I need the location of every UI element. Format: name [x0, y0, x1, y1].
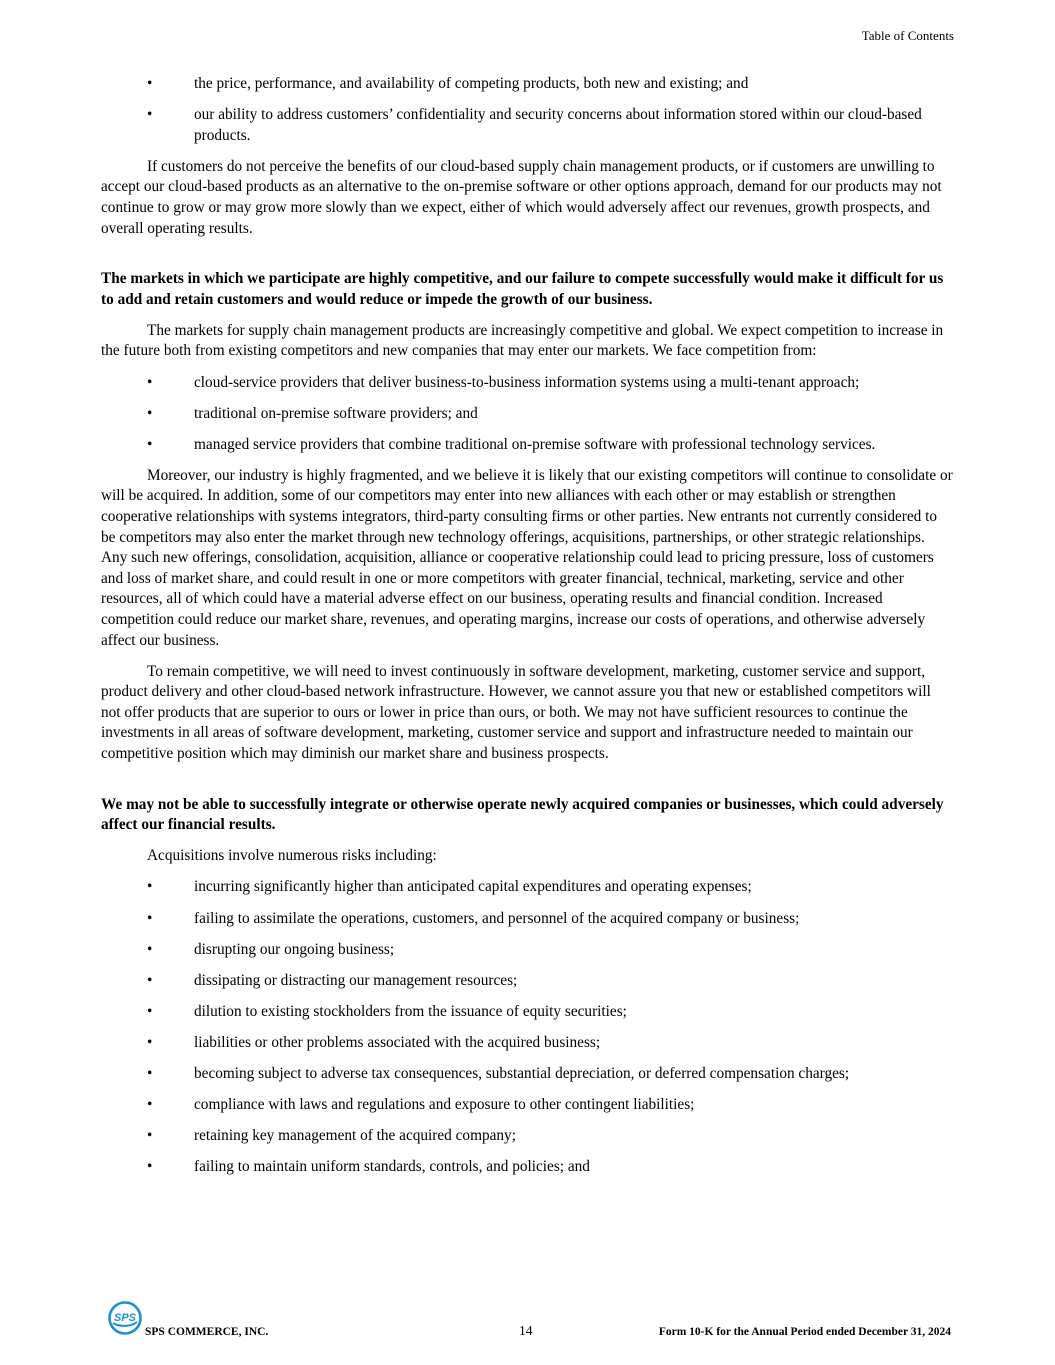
list-item-text: retaining key management of the acquired company; — [194, 1127, 516, 1145]
list-item-text: disrupting our ongoing business; — [194, 940, 395, 958]
list-item-text: the price, performance, and availability of competing products, both new and existing; and — [194, 75, 749, 92]
company-name: SPS COMMERCE, INC. — [145, 1326, 269, 1338]
section-heading: The markets in which we participate are highly competitive, and our failure to compete successfully would make it difficult for us to add and retain customers and would reduce or impede the growth of our business. — [101, 270, 944, 308]
bullet-glyph: • — [147, 1158, 153, 1176]
list-item — [101, 74, 954, 95]
list-item — [101, 105, 954, 146]
bullet-glyph: • — [147, 373, 153, 391]
list-item — [101, 435, 954, 456]
section3-bullet-list — [101, 877, 954, 1177]
logo-text: SPS — [113, 1312, 137, 1324]
page-content — [101, 74, 954, 1188]
page-number: 14 — [519, 1323, 533, 1338]
paragraph: Acquisitions involve numerous risks including: — [147, 847, 437, 865]
list-item-text: our ability to address customers’ confidentiality and security concerns about information stored within our cloud-based products. — [194, 106, 922, 144]
table-of-contents-link[interactable]: Table of Contents — [861, 28, 954, 43]
list-item-text: dilution to existing stockholders from the issuance of equity securities; — [194, 1002, 627, 1020]
list-item — [101, 971, 954, 992]
sps-logo-icon — [107, 1300, 143, 1336]
bullet-glyph: • — [147, 971, 153, 989]
paragraph: Moreover, our industry is highly fragmented, and we believe it is likely that our existing competitors will continue to consolidate or will be acquired. In addition, some of our competitors may enter into new alliances with each other or may establish or strengthen cooperative relationships with systems integrators, third-party consulting firms or other parties. New entrants not currently considered to be competitors may also enter the market through new technology offerings, acquisitions, partnerships, or other strategic relationships. Any such new offerings, consolidation, acquisition, alliance or cooperative relationship could lead to pricing pressure, loss of customers and loss of market share, and could result in one or more competitors with greater financial, technical, marketing, service and other resources, all of which could have a material adverse effect on our business, operating results and financial condition. Increased competition could reduce our market share, revenues, and operating margins, increase our costs of operations, and otherwise adversely affect our business. — [101, 466, 953, 649]
section1-bullet-list — [101, 74, 954, 146]
list-item-text: dissipating or distracting our management resources; — [194, 971, 518, 989]
bullet-glyph: • — [147, 1127, 153, 1145]
bullet-glyph: • — [147, 106, 153, 124]
paragraph: To remain competitive, we will need to invest continuously in software development, marketing, customer service and support, product delivery and other cloud-based network infrastructure. However, we cannot assure you that new or established competitors will not offer products that are superior to ours or lower in price than ours, or both. We may not have sufficient resources to continue the investments in all areas of software development, marketing, customer service and support and infrastructure needed to maintain our competitive position which may diminish our market share and business prospects. — [101, 662, 931, 763]
bullet-glyph: • — [147, 75, 153, 92]
list-item — [101, 1033, 954, 1054]
list-item — [101, 1126, 954, 1147]
list-item-text: cloud-service providers that deliver business-to-business information systems using a multi-tenant approach; — [194, 373, 860, 391]
list-item-text: failing to maintain uniform standards, controls, and policies; and — [194, 1158, 590, 1176]
list-item — [101, 404, 954, 425]
list-item-text: compliance with laws and regulations and exposure to other contingent liabilities; — [194, 1096, 695, 1114]
list-item-text: liabilities or other problems associated with the acquired business; — [194, 1033, 601, 1051]
paragraph: If customers do not perceive the benefits of our cloud-based supply chain management products, or if customers are unwilling to accept our cloud-based products as an alternative to the on-premise software or other options approach, demand for our products may not continue to grow or may grow more slowly than we expect, either of which would adversely affect our revenues, growth prospects, and overall operating results. — [101, 157, 942, 237]
bullet-glyph: • — [147, 1064, 153, 1082]
bullet-glyph: • — [147, 940, 153, 958]
bullet-glyph: • — [147, 878, 153, 896]
list-item — [101, 877, 954, 898]
list-item — [101, 940, 954, 961]
bullet-glyph: • — [147, 1002, 153, 1020]
bullet-glyph: • — [147, 435, 153, 453]
list-item-text: incurring significantly higher than anticipated capital expenditures and operating expenses; — [194, 878, 752, 896]
list-item-text: failing to assimilate the operations, customers, and personnel of the acquired company or business; — [194, 909, 800, 927]
bullet-glyph: • — [147, 1033, 153, 1051]
bullet-glyph: • — [147, 909, 153, 927]
section2-bullet-list — [101, 373, 954, 456]
list-item-text: becoming subject to adverse tax consequences, substantial depreciation, or deferred compensation charges; — [194, 1064, 850, 1082]
list-item-text: traditional on-premise software providers; and — [194, 404, 478, 422]
list-item — [101, 909, 954, 930]
list-item — [101, 373, 954, 394]
list-item — [101, 1002, 954, 1023]
list-item — [101, 1157, 954, 1178]
form-reference: Form 10-K for the Annual Period ended December 31, 2024 — [658, 1326, 951, 1338]
bullet-glyph: • — [147, 1096, 153, 1114]
bullet-glyph: • — [147, 404, 153, 422]
list-item — [101, 1095, 954, 1116]
section-heading: We may not be able to successfully integrate or otherwise operate newly acquired companies or businesses, which could adversely affect our financial results. — [101, 795, 944, 834]
list-item-text: managed service providers that combine traditional on-premise software with professional technology services. — [194, 435, 876, 453]
page-footer — [101, 1300, 954, 1340]
paragraph: The markets for supply chain management products are increasingly competitive and global. We expect competition to increase in the future both from existing competitors and new companies that may enter our markets. We face competition from: — [101, 321, 944, 360]
list-item — [101, 1064, 954, 1085]
